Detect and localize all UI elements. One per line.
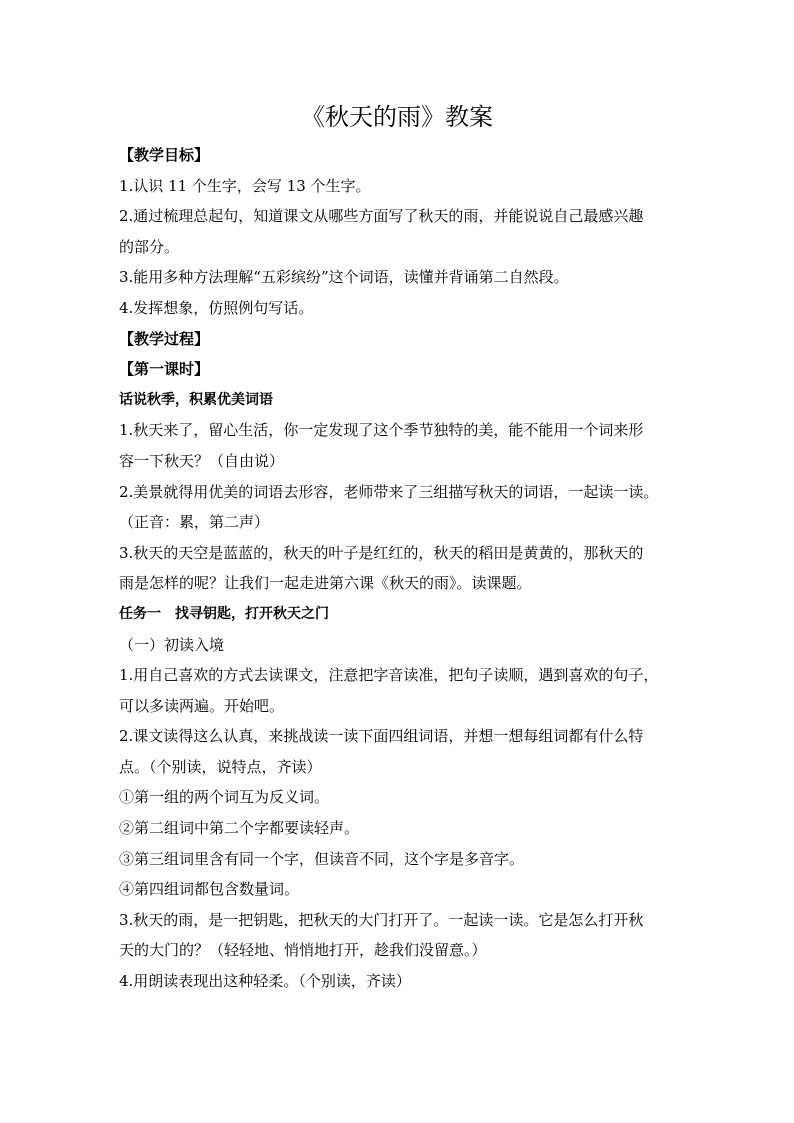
text-line: 雨是怎样的呢？让我们一起走进第六课《秋天的雨》。读课题。 [119,574,532,593]
text-line: 1.认识 11 个生字，会写 13 个生字。 [119,176,371,195]
text-line: （正音：累，第二声） [119,513,270,532]
text-line: ②第二组词中第二个字都要读轻声。 [119,819,360,838]
text-line: 2.课文读得这么认真，来挑战读一读下面四组词语，并想一想每组词都有什么特 [119,727,644,746]
text-line: ①第一组的两个词互为反义词。 [119,788,330,807]
text-line: 【第一课时】 [119,360,210,379]
text-line: 【教学目标】 [119,146,210,164]
text-line: 点。（个别读，说特点，齐读） [119,757,322,776]
text-line: 的部分。 [119,237,180,256]
text-line: （一）初读入境 [119,635,225,654]
text-line: 3.秋天的雨，是一把钥匙，把秋天的大门打开了。一起读一读。它是怎么打开秋 [119,910,644,929]
text-line: 天的大门的？（轻轻地、悄悄地打开，趁我们没留意。） [119,941,487,960]
document-body [119,140,679,997]
text-line: 3.秋天的天空是蓝蓝的，秋天的叶子是红红的，秋天的稻田是黄黄的，那秋天的 [119,543,644,562]
text-line: 容一下秋天？（自由说） [119,451,285,470]
text-line: 可以多读两遍。开始吧。 [119,696,285,715]
text-line: 1.秋天来了，留心生活，你一定发现了这个季节独特的美，能不能用一个词来形 [119,421,644,440]
text-line: 话说秋季，积累优美词语 [119,391,273,408]
text-line: ③第三组词里含有同一个字，但读音不同，这个字是多音字。 [119,849,525,868]
text-line: 1.用自己喜欢的方式去读课文，注意把字音读准，把句子读顺，遇到喜欢的句子， [119,666,659,685]
text-line: 2.通过梳理总起句，知道课文从哪些方面写了秋天的雨，并能说说自己最感兴趣 [119,207,644,226]
text-line: 【教学过程】 [119,329,210,348]
text-line: 4.用朗读表现出这种轻柔。（个别读，齐读） [119,972,411,991]
text-line: 3.能用多种方法理解“五彩缤纷”这个词语，读懂并背诵第二自然段。 [119,268,569,287]
text-line: 4.发挥想象，仿照例句写话。 [119,298,314,317]
document-title: 《秋天的雨》教案 [301,103,493,131]
text-line: ④第四组词都包含数量词。 [119,880,300,899]
text-line: 任务一 找寻钥匙，打开秋天之门 [119,605,329,622]
text-line: 2.美景就得用优美的词语去形容，老师带来了三组描写秋天的词语，一起读一读。 [119,482,659,501]
